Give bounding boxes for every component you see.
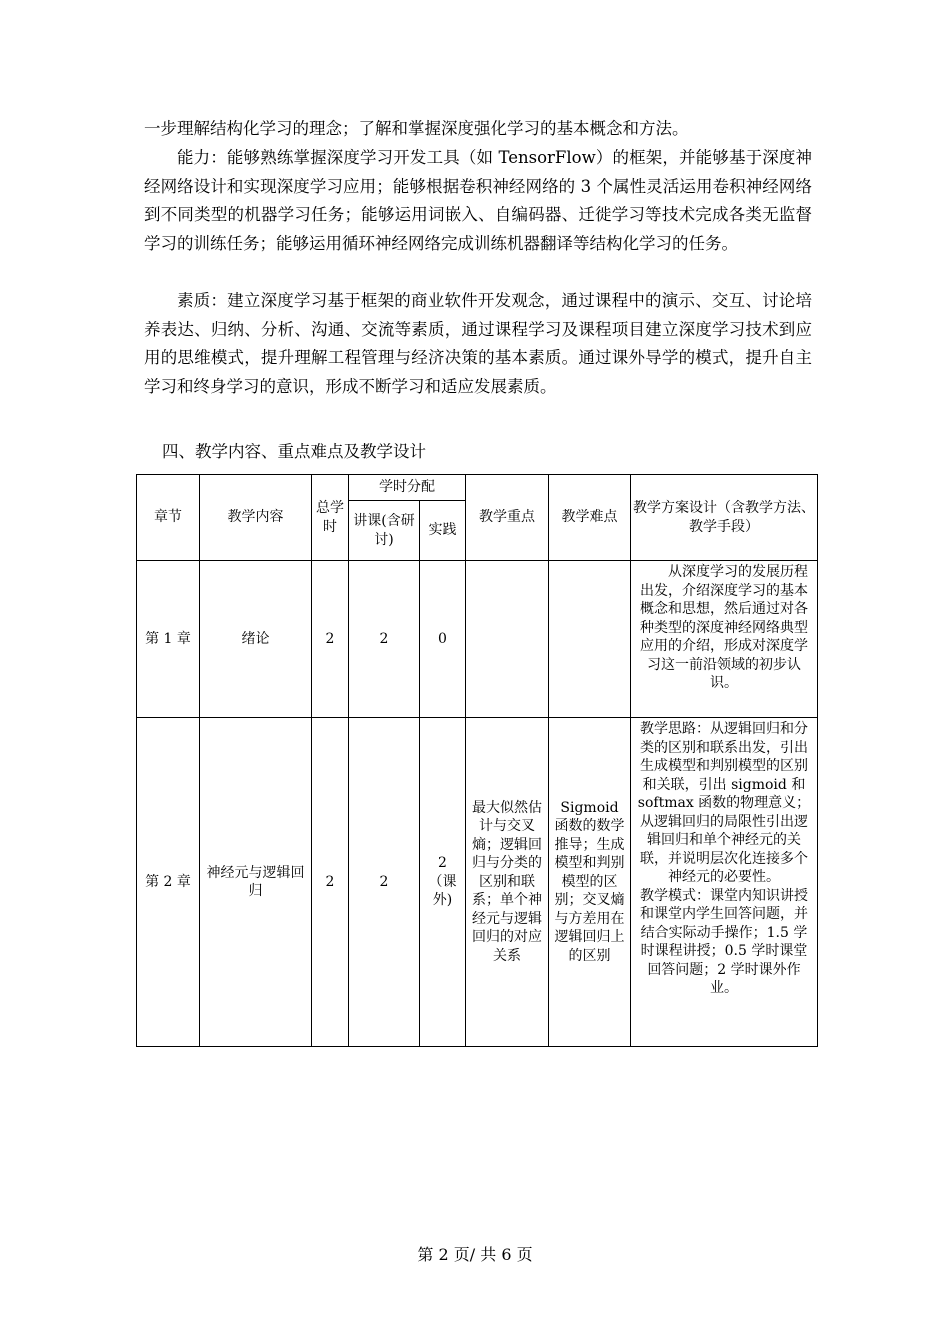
row2-practice: 2（课外): [420, 718, 466, 1047]
header-hours-split: 学时分配: [349, 475, 466, 501]
header-lecture: 讲课(含研讨): [349, 501, 420, 561]
row2-chapter: 第 2 章: [137, 718, 200, 1047]
header-content: 教学内容: [200, 475, 312, 561]
row2-content: 神经元与逻辑回归: [200, 718, 312, 1047]
header-total-hours: 总学时: [312, 475, 349, 561]
row2-design-mode: 教学模式：课堂内知识讲授和课堂内学生回答问题，并结合实际动手操作；1.5 学时课程讲授；0.5 学时课堂回答问题；2 学时课外作业。: [640, 887, 808, 996]
row1-chapter: 第 1 章: [137, 561, 200, 718]
row2-design-approach: 教学思路：从逻辑回归和分类的区别和联系出发，引出生成模型和判别模型的区别和关联，引出 sigmoid 和 softmax 函数的物理意义；从逻辑回归的局限性引出逻辑回归和单个神经元的关联，并说明层次化连接多个神经元的必要性。: [637, 721, 811, 885]
header-key-points: 教学重点: [466, 475, 549, 561]
row1-difficulties: [549, 561, 631, 718]
row1-key-points: [466, 561, 549, 718]
paragraph-knowledge-end: 一步理解结构化学习的理念；了解和掌握深度强化学习的基本概念和方法。: [144, 119, 689, 138]
header-chapter: 章节: [137, 475, 200, 561]
row1-practice: 0: [420, 561, 466, 718]
table-row: [137, 561, 818, 718]
header-difficulties: 教学难点: [549, 475, 631, 561]
table-row: [137, 718, 818, 1047]
header-practice: 实践: [420, 501, 466, 561]
teaching-content-table: [136, 474, 818, 1047]
row2-total: 2: [312, 718, 349, 1047]
row1-lecture: 2: [349, 561, 420, 718]
row2-lecture: 2: [349, 718, 420, 1047]
header-design: 教学方案设计（含教学方法、教学手段）: [631, 475, 818, 561]
row2-design: [631, 718, 818, 1047]
section-heading: 四、教学内容、重点难点及教学设计: [162, 442, 426, 461]
row2-difficulties: Sigmoid 函数的数学推导；生成模型和判别模型的区别；交叉熵与方差用在逻辑回归上的区别: [549, 718, 631, 1047]
page-footer: 第 2 页/ 共 6 页: [417, 1245, 533, 1264]
row2-key-points: 最大似然估计与交叉熵；逻辑回归与分类的区别和联系；单个神经元与逻辑回归的对应关系: [466, 718, 549, 1047]
paragraph-quality: 素质：建立深度学习基于框架的商业软件开发观念，通过课程中的演示、交互、讨论培养表达、归纳、分析、沟通、交流等素质，通过课程学习及课程项目建立深度学习技术到应用的思维模式，提升理解工程管理与经济决策的基本素质。通过课外导学的模式，提升自主学习和终身学习的意识，形成不断学习和适应发展素质。: [144, 291, 812, 396]
row1-total: 2: [312, 561, 349, 718]
row1-design: 从深度学习的发展历程出发，介绍深度学习的基本概念和思想，然后通过对各种类型的深度神经网络典型应用的介绍，形成对深度学习这一前沿领域的初步认识。: [631, 561, 818, 718]
row1-content: 绪论: [200, 561, 312, 718]
paragraph-ability: 能力：能够熟练掌握深度学习开发工具（如 TensorFlow）的框架，并能够基于深度神经网络设计和实现深度学习应用；能够根据卷积神经网络的 3 个属性灵活运用卷积神经网络到不同类型的机器学习任务；能够运用词嵌入、自编码器、迁徙学习等技术完成各类无监督学习的训练任务；能够运用循环神经网络完成训练机器翻译等结构化学习的任务。: [144, 148, 812, 253]
